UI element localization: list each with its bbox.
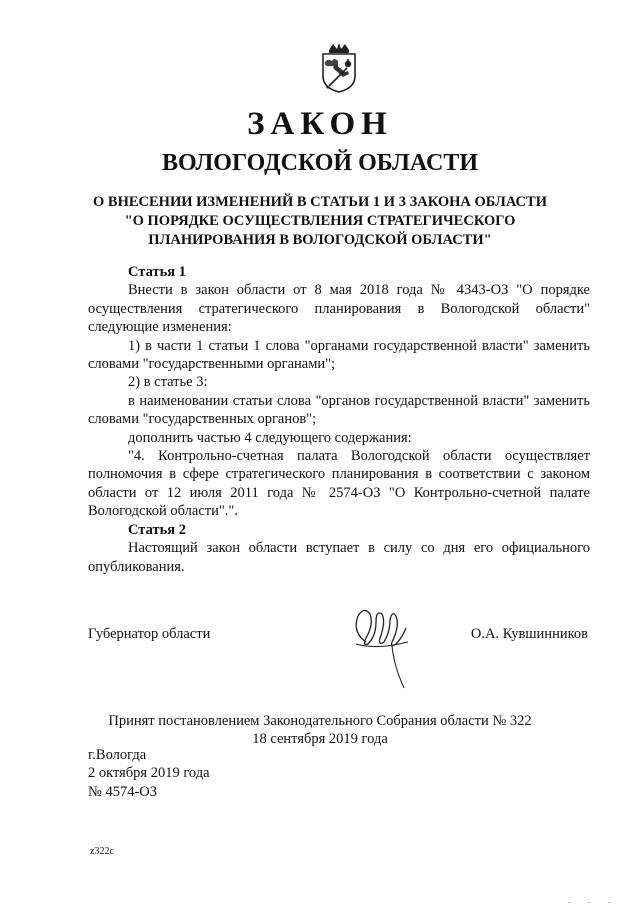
place-and-date [88, 746, 210, 801]
adoption-date: 18 сентября 2019 года [252, 731, 388, 748]
law-title: ЗАКОН [247, 106, 393, 142]
region-title: ВОЛОГОДСКОЙ ОБЛАСТИ [161, 150, 479, 176]
subject-line: "О ПОРЯДКЕ ОСУЩЕСТВЛЕНИЯ СТРАТЕГИЧЕСКОГО [124, 213, 516, 229]
article-paragraph: 2) в статье 3: [128, 374, 208, 391]
law-subject [90, 193, 550, 250]
adoption-note [0, 712, 640, 749]
signing-date: 2 октября 2019 года [88, 765, 210, 782]
coat-of-arms-icon [315, 42, 363, 94]
document-code: z322c [90, 846, 114, 857]
article-paragraph: "4. Контрольно-счетная палата Вологодской области осуществляет полномочия в сфере стратегического планирования в соответствии с законом области от 12 июля 2011 года № 2574-ОЗ "О Контрольно-счетной палате Вологодской области".". [88, 448, 590, 520]
article-paragraph: в наименовании статьи слова "органов государственной власти" заменить словами "государственных органов"; [88, 392, 590, 428]
law-number: № 4574-ОЗ [88, 783, 158, 800]
adoption-line: Принят постановлением Законодательного Собрания области № 322 [108, 713, 532, 729]
scan-marks: . . . [568, 896, 618, 905]
article-heading: Статья 2 [128, 522, 186, 538]
article-1 [88, 263, 590, 521]
subject-line: О ВНЕСЕНИИ ИЗМЕНЕНИЙ В СТАТЬИ 1 И 3 ЗАКОНА ОБЛАСТИ [93, 194, 547, 210]
article-paragraph: Настоящий закон области вступает в силу со дня его официального опубликования. [88, 540, 590, 575]
article-2 [88, 521, 590, 576]
governor-name: О.А. Кувшинников [470, 626, 588, 642]
article-paragraph: 1) в части 1 статьи 1 слова "органами государственной власти" заменить словами "государственными органами"; [88, 337, 590, 373]
article-heading: Статья 1 [128, 264, 186, 280]
city: г.Вологда [88, 747, 147, 763]
governor-title: Губернатор области [88, 626, 211, 642]
subject-line: ПЛАНИРОВАНИЯ В ВОЛОГОДСКОЙ ОБЛАСТИ" [148, 232, 492, 248]
handwritten-signature [346, 602, 414, 692]
article-paragraph: Внести в закон области от 8 мая 2018 года № 4343-ОЗ "О порядке осуществления стратегического планирования в Вологодской области" следующие изменения: [88, 282, 590, 336]
article-paragraph: дополнить частью 4 следующего содержания: [128, 429, 412, 446]
